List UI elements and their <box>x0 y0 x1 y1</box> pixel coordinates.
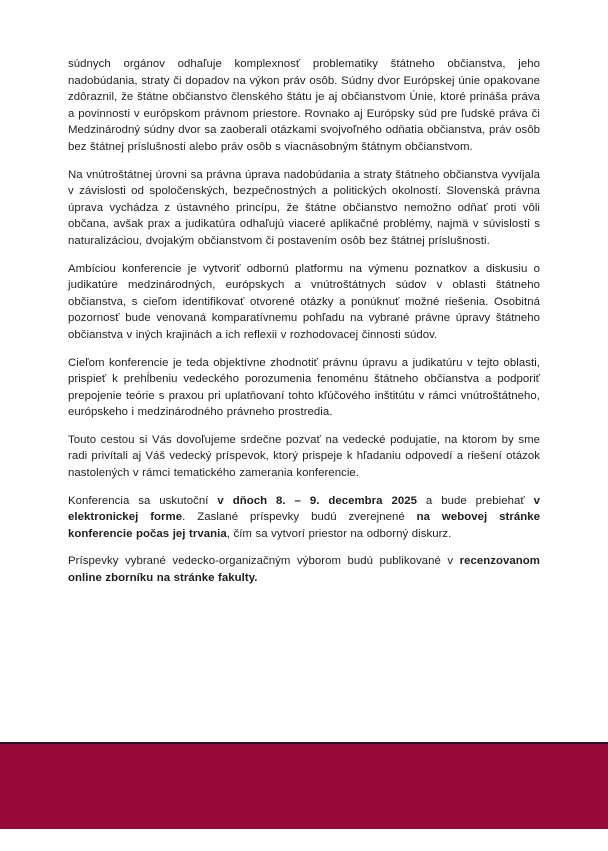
paragraph <box>68 553 540 586</box>
text-run: Konferencia sa uskutoční <box>68 494 218 507</box>
text-run: Cieľom konferencie je teda objektívne zhodnotiť právnu úpravu a judikatúru v tejto oblasti, prispieť k prehĺbeniu vedeckého porozumenia fenoménu štátneho občianstva a podporiť prepojenie teórie s praxou pri uplatňovaní tohto kľúčového inštitútu v rámci vnútroštátneho, európskeho i medzinárodného právneho prostredia. <box>68 356 540 419</box>
text-run: . Zaslané príspevky budú zverejnené <box>182 511 417 524</box>
bold-text-run: v elektronickej forme <box>68 494 540 524</box>
text-run: Príspevky vybrané vedecko-organizačným výborom budú publikované v <box>68 555 460 568</box>
text-run: a bude prebiehať <box>417 494 534 507</box>
text-run: Na vnútroštátnej úrovni sa právna úprava nadobúdania a straty štátneho občianstva vyvíjala v závislosti od spoločenských, bezpečnostných a politických okolností. Slovenská právna úprava vychádza z ústavného princípu, že štátne občianstvo nemožno odňať proti vôli občana, avšak prax a judikatúra odhaľujú viaceré aplikačné problémy, najmä v súvislosti s naturalizáciou, dvojakým občianstvom či postavením osôb bez štátnej príslušnosti. <box>68 168 540 247</box>
paragraph <box>68 493 540 543</box>
document-body <box>68 56 540 587</box>
bold-text-run: recenzovanom online zborníku na stránke fakulty. <box>68 555 540 585</box>
text-run: , čím sa vytvorí priestor na odborný diskurz. <box>226 527 452 540</box>
text-run: Ambíciou konferencie je vytvoriť odbornú platformu na výmenu poznatkov a diskusiu o judikatúre medzinárodných, európskych a vnútroštátnych súdov v oblasti štátneho občianstva, s cieľom identifikovať otvorené otázky a ponúknuť možné riešenia. Osobitná pozornosť bude venovaná komparatívnemu pohľadu na vybrané právne úpravy štátneho občianstva v iných krajinách a ich reflexii v rozhodovacej činnosti súdov. <box>68 262 540 341</box>
paragraph <box>68 261 540 344</box>
paragraph <box>68 432 540 482</box>
paragraph <box>68 167 540 250</box>
text-run: súdnych orgánov odhaľuje komplexnosť problematiky štátneho občianstva, jeho nadobúdania, straty či dopadov na výkon práv osôb. Súdny dvor Európskej únie opakovane zdôraznil, že štátne občianstvo členského štátu je aj občianstvom Únie, ktoré prináša práva a povinnosti v európskom právnom priestore. Rovnako aj Európsky súd pre ľudské práva či Medzinárodný súdny dvor sa zaoberali otázkami svojvoľného odňatia občianstva, práv osôb bez štátnej príslušnosti alebo práv osôb s viacnásobným štátnym občianstvom. <box>68 58 540 153</box>
paragraph <box>68 56 540 156</box>
bold-text-run: na webovej stránke konferencie počas jej trvania <box>68 511 540 540</box>
text-run: Touto cestou si Vás dovoľujeme srdečne pozvať na vedecké podujatie, na ktorom by sme radi privítali aj Váš vedecký príspevok, ktorý prispeje k hľadaniu odpovedí a riešení otázok nastolených v rámci tematického zamerania konferencie. <box>68 433 540 480</box>
paragraph <box>68 355 540 421</box>
bold-text-run: v dňoch 8. – 9. decembra 2025 <box>217 494 417 507</box>
footer-band <box>0 742 608 829</box>
